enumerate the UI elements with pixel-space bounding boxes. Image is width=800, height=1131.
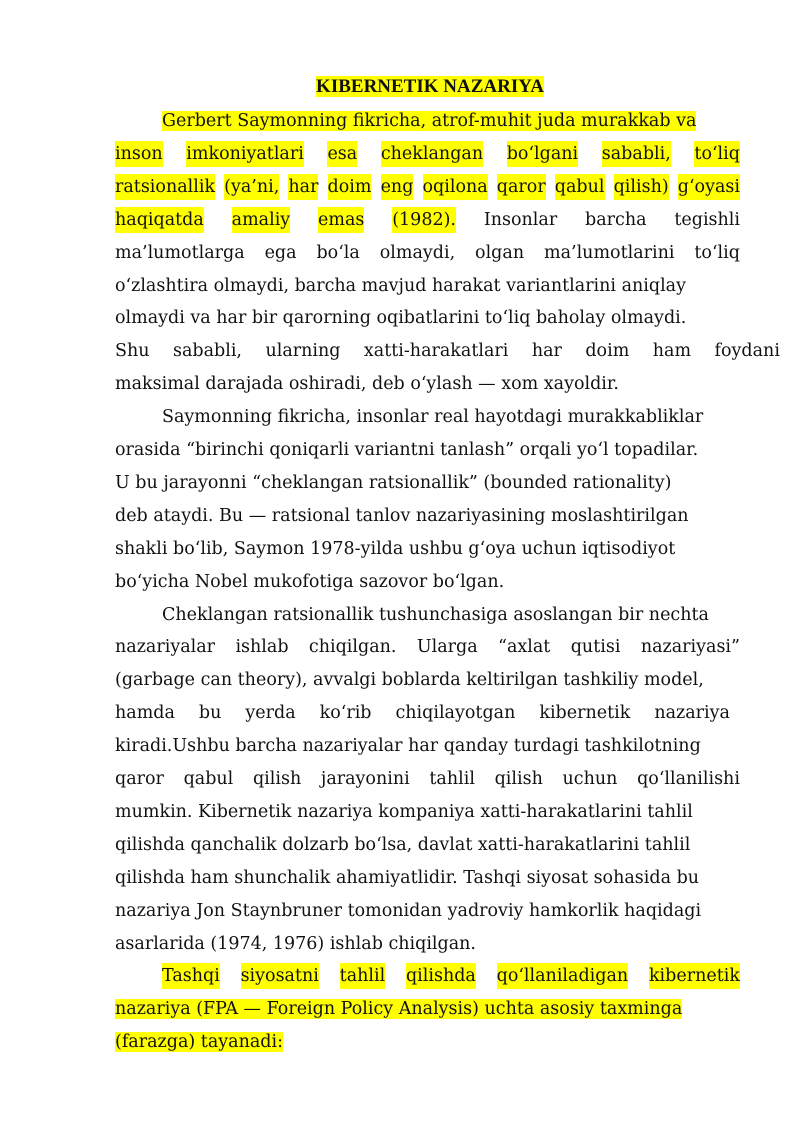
word: sababli, (602, 141, 671, 167)
word: qabul (555, 174, 605, 200)
word: qilish (494, 769, 543, 789)
text-line (115, 865, 699, 891)
text-line (115, 273, 686, 299)
word: bu (198, 703, 222, 724)
text-line (115, 536, 675, 562)
word: esa (327, 141, 357, 167)
word: Insonlar (483, 209, 558, 230)
word: qilish) (614, 174, 669, 200)
word: to‘liq (694, 141, 740, 167)
word: qilishda (406, 963, 476, 989)
word: emas (318, 207, 364, 233)
text-line (162, 602, 709, 628)
text-line (115, 174, 740, 200)
text-line (115, 667, 704, 693)
text-line (115, 240, 740, 266)
line-text: o‘zlashtira olmaydi, barcha mavjud harakat variantlarini aniqlay (115, 275, 687, 296)
word: ratsionallik (115, 174, 215, 200)
text-line (162, 108, 696, 134)
word: ularning (265, 341, 341, 362)
word: (ya’ni, (224, 174, 279, 200)
word: (1982). (392, 207, 456, 233)
text-line (115, 733, 701, 759)
word: eng (381, 174, 414, 200)
line-text: U bu jarayonni “cheklangan ratsionallik” (bounded rationality) (115, 472, 672, 493)
line-text: nazariya Jon Staynbruner tomonidan yadroviy hamkorlik haqidagi (115, 900, 702, 921)
text-line (115, 799, 693, 825)
word: har (288, 174, 318, 200)
word: Ularga (416, 637, 478, 658)
text-line (115, 141, 740, 167)
word: ma’lumotlarga (115, 242, 245, 263)
line-text: (farazga) tayanadi: (115, 1032, 283, 1053)
word: ham (652, 341, 692, 362)
word: ishlab (235, 637, 289, 658)
line-text: qilishda qanchalik dolzarb bo‘lsa, davlat xatti-harakatlarini tahlil (115, 834, 691, 855)
word: nazariyalar (115, 637, 216, 658)
word: olmaydi, (379, 242, 456, 263)
text-line (115, 437, 698, 463)
word: to‘liq (694, 242, 740, 263)
word: chiqilayotgan (395, 703, 516, 724)
word: doim (585, 341, 630, 362)
word: qilish (252, 769, 302, 789)
line-text: olmaydi va har bir qarorning oqibatlarini to‘liq baholay olmaydi. (115, 308, 687, 329)
line-text: qilishda ham shunchalik ahamiyatlidir. Tashqi siyosat sohasida bu (115, 867, 700, 888)
word: tahlil (429, 769, 475, 789)
text-line (115, 569, 504, 595)
word: yerda (245, 703, 296, 724)
line-text: nazariya (FPA — Foreign Policy Analysis) uchta asosiy taxminga (115, 999, 683, 1020)
word: haqiqatda (115, 207, 204, 233)
word: ega (264, 242, 297, 263)
word: Tashqi (162, 963, 220, 989)
word: chiqilgan. (308, 637, 397, 658)
word: ma’lumotlarini (544, 242, 675, 263)
word: cheklangan (381, 141, 483, 167)
word: kibernetik (649, 963, 740, 989)
word: barcha (585, 209, 647, 230)
line-text: (garbage can theory), avvalgi boblarda keltirilgan tashkiliy model, (115, 670, 704, 691)
word: ko‘rib (319, 703, 372, 724)
text-line (115, 470, 671, 496)
word: olgan (475, 242, 525, 263)
text-line (115, 832, 690, 858)
line-text: Cheklangan ratsionallik tushunchasiga asoslangan bir nechta (162, 604, 709, 625)
text-line (115, 996, 682, 1022)
line-text: mumkin. Kibernetik nazariya kompaniya xatti-harakatlarini tahlil (115, 801, 693, 822)
word: imkoniyatlari (186, 141, 304, 167)
line-text: Saymonning fikricha, insonlar real hayotdagi murakkabliklar (162, 407, 704, 428)
word: har (531, 341, 562, 362)
text-line (115, 1029, 283, 1055)
text-line (115, 338, 780, 364)
word: nazariyasi” (640, 637, 740, 658)
text-line (115, 766, 740, 792)
word: sababli, (172, 341, 242, 362)
text-line (115, 503, 689, 529)
word: nazariya (654, 703, 730, 724)
word: qaror (115, 769, 164, 789)
text-line (115, 634, 740, 660)
word: xatti-harakatlari (363, 341, 509, 362)
word: amaliy (232, 207, 291, 233)
word: doim (328, 174, 372, 200)
word: qutisi (570, 637, 621, 658)
word: inson (115, 141, 163, 167)
text-line (115, 371, 619, 397)
line-text: asarlarida (1974, 1976) ishlab chiqilgan. (115, 933, 476, 954)
word: jarayonini (320, 769, 410, 789)
word: tahlil (340, 963, 386, 989)
word: qo‘llaniladigan (497, 963, 629, 989)
word: qabul (183, 769, 234, 789)
word: kibernetik (539, 703, 631, 724)
line-text: Gerbert Saymonning fikricha, atrof-muhit juda murakkab va (162, 111, 697, 131)
word: bo‘lgani (507, 141, 578, 167)
word: g‘oyasi (678, 174, 740, 200)
word: Shu (115, 341, 150, 362)
text-line (115, 700, 730, 726)
word: qo‘llanilishi (637, 769, 740, 789)
text-line (162, 963, 740, 989)
text-line (115, 207, 740, 233)
text-line (115, 931, 476, 957)
line-text: orasida “birinchi qoniqarli variantni tanlash” orqali yo‘l topadilar. (115, 440, 699, 460)
word: siyosatni (241, 963, 319, 989)
document-title: KIBERNETIK NAZARIYA (316, 76, 544, 97)
text-line (115, 898, 701, 924)
word: hamda (115, 703, 175, 724)
line-text: maksimal darajada oshiradi, deb o‘ylash — xom xayoldir. (115, 374, 619, 395)
text-line (162, 404, 703, 430)
word: uchun (562, 769, 618, 789)
word: tegishli (674, 209, 740, 230)
word: foydani (714, 341, 780, 362)
line-text: deb ataydi. Bu — ratsional tanlov nazariyasining moslashtirilgan (115, 505, 689, 526)
line-text: bo‘yicha Nobel mukofotiga sazovor bo‘lgan. (115, 571, 505, 592)
word: oqilona (423, 174, 488, 200)
line-text: kiradi.Ushbu barcha nazariyalar har qanday turdagi tashkilotning (115, 736, 701, 757)
word: qaror (497, 174, 546, 200)
text-line (115, 305, 686, 331)
word: “axlat (498, 637, 551, 658)
line-text: shakli bo‘lib, Saymon 1978-yilda ushbu g‘oya uchun iqtisodiyot (115, 538, 676, 559)
word: bo‘la (316, 242, 360, 263)
